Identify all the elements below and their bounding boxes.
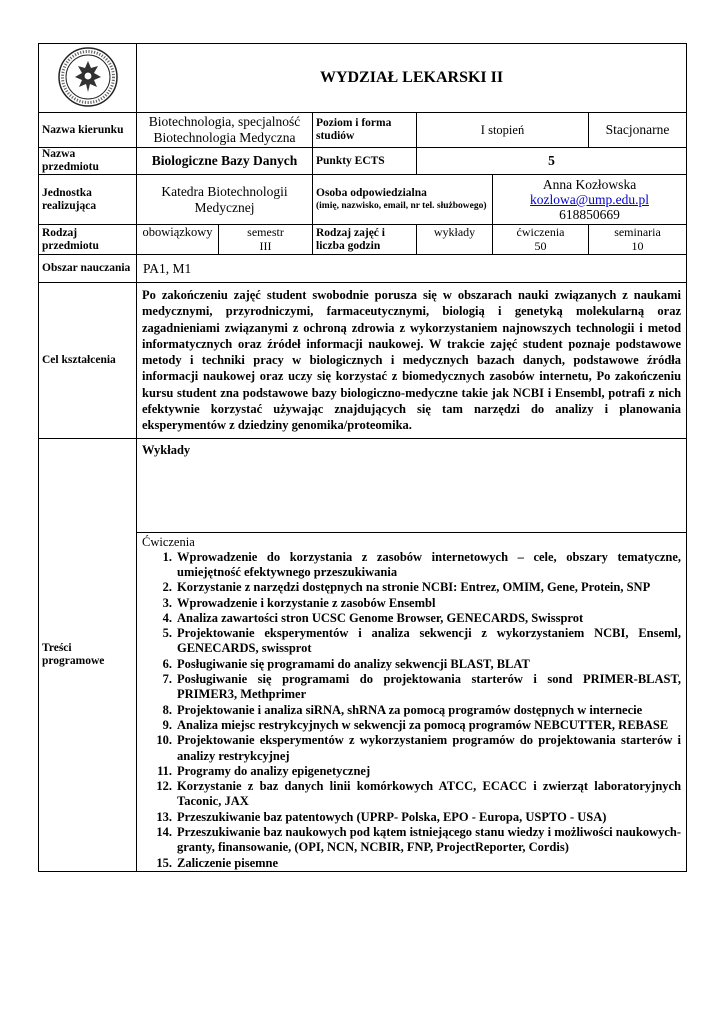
cwiczenia-type: ćwiczenia 50 [493,225,589,255]
cwiczenia-item [142,626,681,657]
semestr-value: semestr III [219,225,313,255]
university-seal-icon [57,46,119,108]
item-number: 12. [156,779,172,794]
item-text: Projektowanie i analiza siRNA, shRNA za pomocą programów dostępnych w internecie [177,702,643,717]
cwiczenia-item [142,733,681,764]
item-number: 2. [162,580,172,595]
osoba-sub-label: (imię, nazwisko, email, nr tel. służbowego) [316,201,487,211]
cwiczenia-item [142,550,681,581]
item-text: Analiza zawartości stron UCSC Genome Browser, GENECARDS, Swissprot [177,610,584,625]
item-text: Wprowadzenie do korzystania z zasobów internetowych – cele, obszary tematyczne, umiejętność efektywnego przeszukiwania [177,549,682,579]
obszar-value: PA1, M1 [137,255,687,283]
cwiczenia-title: Ćwiczenia [142,534,195,549]
cwiczenia-list [142,550,681,871]
item-text: Zaliczenie pisemne [177,855,279,870]
syllabus-table [38,43,687,872]
cwiczenia-section [137,532,687,871]
osoba-contact-cell [493,175,687,225]
cwiczenia-item [142,580,681,595]
syllabus-page [38,43,686,872]
wyklady-title: Wykłady [142,442,191,457]
osoba-label: Osoba odpowiedzialna [316,187,427,199]
item-number: 15. [156,855,172,870]
ects-value: 5 [417,148,687,175]
item-number: 6. [162,656,172,671]
ects-label: Punkty ECTS [313,148,417,175]
item-number: 11. [157,763,172,778]
item-number: 5. [162,626,172,641]
item-text: Przeszukiwanie baz patentowych (UPRP- Polska, EPO - Europa, USPTO - USA) [177,809,607,824]
rodzaj-label: Rodzaj przedmiotu [39,225,137,255]
item-text: Korzystanie z narzędzi dostępnych na stronie NCBI: Entrez, OMIM, Gene, Protein, SNP [177,580,651,595]
item-number: 8. [162,702,172,717]
item-text: Przeszukiwanie baz naukowych pod kątem istniejącego stanu wiedzy i możliwości naukowych- granty, finansowanie, (OPI, NCN, NCBIR, FNP, ProjectReporter, Cordis) [177,825,682,855]
cwiczenia-item [142,779,681,810]
item-number: 13. [156,809,172,824]
poziom-value: I stopień [417,113,589,148]
cwiczenia-item [142,596,681,611]
cwiczenia-item [142,672,681,703]
item-number: 4. [162,610,172,625]
osoba-phone: 618850669 [559,207,620,222]
item-number: 14. [156,825,172,840]
item-text: Programy do analizy epigenetycznej [177,763,371,778]
logo-cell [39,44,137,113]
forma-value: Stacjonarne [589,113,687,148]
cel-text: Po zakończeniu zajęć student swobodnie porusza się w obszarach nauki związanych z naukami medycznymi, przyrodniczymi, farmaceutycznymi, biologią i genetyką molekularną oraz zagadnieniami związanymi z ochroną zdrowia z wykorzystaniem najnowszych technologii i metod informatycznych oraz źródeł informacji naukowej. W trakcie zajęć student poznaje podstawowe metody i techniki pracy w biologicznych i medycznych bazach danych, podstawowe źródła informacji naukowej oraz uczy się korzystać z biomedycznych zasobów internetu, Po zakończeniu kursu student zna podstawowe bazy biologiczno-medyczne takie jak NCBI i Ensembl, potrafi z nich efektywnie korzystać używając znajdujących się tam narzędzi do analizy i planowania eksperymentów z dziedziny genomika/proteomika. [137,283,687,439]
osoba-name: Anna Kozłowska [542,177,637,192]
item-text: Analiza miejsc restrykcyjnych w sekwencji za pomocą programów NEBCUTTER, REBASE [177,717,669,732]
zajec-label: Rodzaj zajęć i liczba godzin [313,225,417,255]
cwiczenia-item [142,825,681,856]
kierunek-value: Biotechnologia, specjalność Biotechnologia Medyczna [137,113,313,148]
item-text: Korzystanie z baz danych linii komórkowych ATCC, ECACC i zwierząt laboratoryjnych Taconic, JAX [177,779,682,809]
seminaria-type: seminaria 10 [589,225,687,255]
item-number: 10. [156,733,172,748]
tresci-label: Treści programowe [39,438,137,871]
item-text: Posługiwanie się programami do analizy sekwencji BLAST, BLAT [177,656,530,671]
jednostka-label: Jednostka realizująca [39,175,137,225]
osoba-email-link[interactable]: kozlowa@ump.edu.pl [530,192,649,207]
cwiczenia-item [142,718,681,733]
item-text: Projektowanie eksperymentów i analiza sekwencji z wykorzystaniem NCBI, Enseml, GENECARDS, swissprot [177,626,682,656]
przedmiot-label: Nazwa przedmiotu [39,148,137,175]
item-number: 7. [162,672,172,687]
cwiczenia-item [142,856,681,871]
jednostka-value: Katedra Biotechnologii Medycznej [137,175,313,225]
cwiczenia-item [142,703,681,718]
cwiczenia-item [142,810,681,825]
cwiczenia-item [142,611,681,626]
item-text: Projektowanie eksperymentów z wykorzystaniem programów do projektowania starterów i analizy restrykcyjnej [177,733,682,763]
wyklady-section [137,438,687,532]
cwiczenia-item [142,657,681,672]
obszar-label: Obszar nauczania [39,255,137,283]
cwiczenia-item [142,764,681,779]
kierunek-label: Nazwa kierunku [39,113,137,148]
faculty-title: WYDZIAŁ LEKARSKI II [137,44,687,113]
przedmiot-value: Biologiczne Bazy Danych [137,148,313,175]
item-number: 3. [162,595,172,610]
item-number: 1. [162,549,172,564]
wyklady-type: wykłady [417,225,493,255]
osoba-label-cell [313,175,493,225]
item-number: 9. [162,717,172,732]
item-text: Posługiwanie się programami do projektowania starterów i sond PRIMER-BLAST, PRIMER3, Methprimer [177,672,682,702]
cel-label: Cel kształcenia [39,283,137,439]
poziom-label: Poziom i forma studiów [313,113,417,148]
rodzaj-value: obowiązkowy [137,225,219,255]
item-text: Wprowadzenie i korzystanie z zasobów Ensembl [177,595,436,610]
